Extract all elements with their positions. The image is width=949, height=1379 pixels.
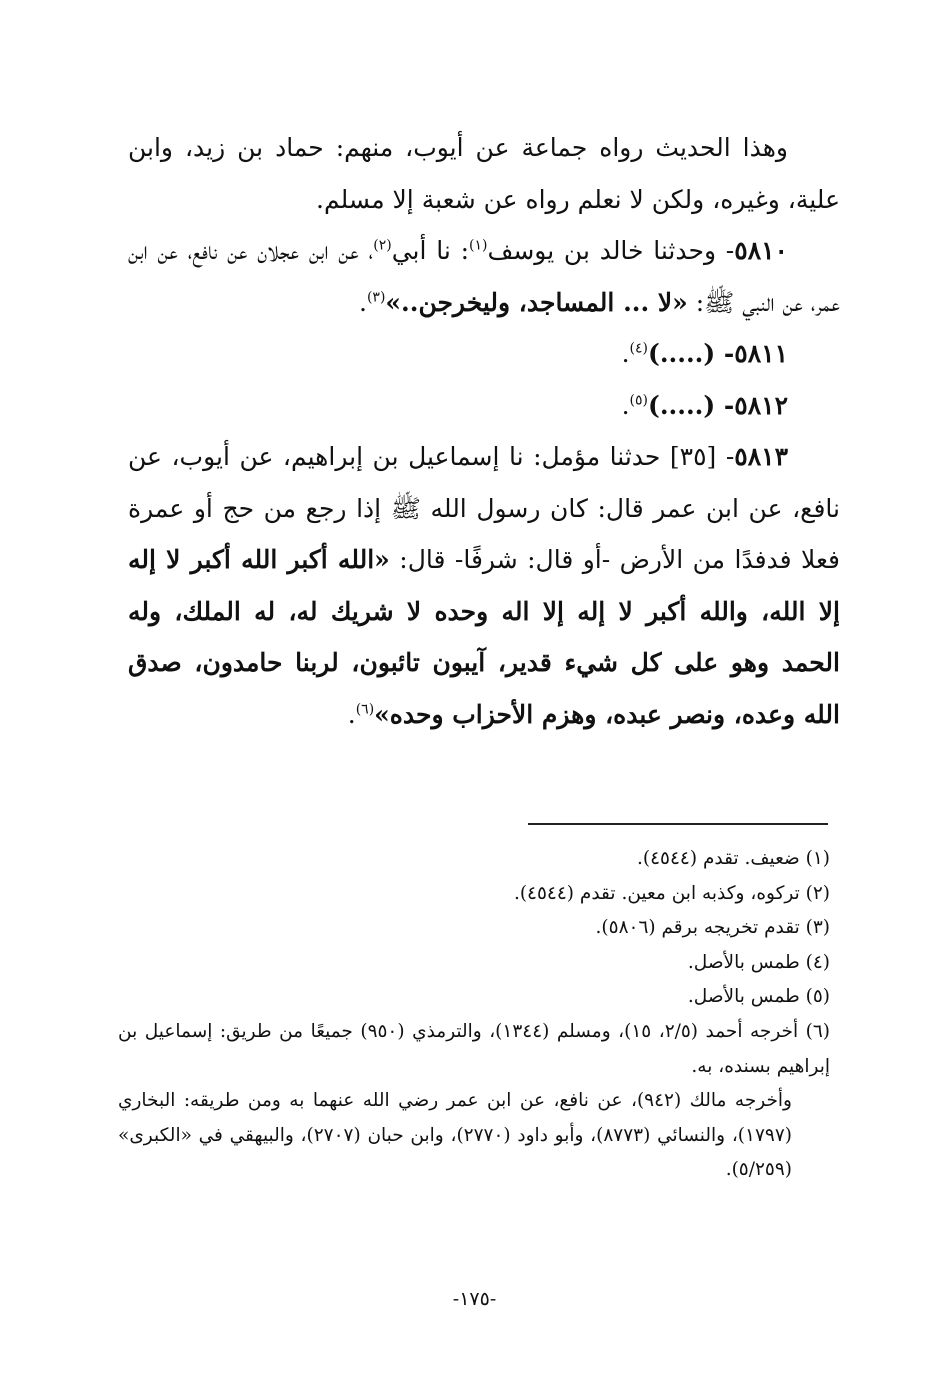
hadith-5811 — [128, 328, 840, 380]
hadith-5810-text-c: ، عن ابن عجلان عن نافع، عن ابن عمر، عن النبي ﷺ: — [128, 236, 840, 317]
footnote-3: (٣) تقدم تخريجه برقم (٥٨٠٦). — [595, 917, 830, 939]
hadith-5813-quote: «الله أكبر الله أكبر لا إله إلا الله، والله أكبر لا إله إلا اله وحده لا شريك له، له الملك، وله الحمد وهو على كل شيء قدير، آيبون تائبون، لربنا حامدون، صدق الله وعده، ونصر عبده، وهزم الأحزاب وحده» — [128, 545, 840, 729]
hadith-5810-text-b: : نا أبي — [391, 236, 469, 265]
footnote-ref-3: (٣) — [366, 289, 386, 306]
paragraph-intro — [128, 122, 840, 225]
hadith-number-5810: ٥٨١٠ — [734, 236, 788, 265]
hadith-5813 — [128, 431, 840, 740]
hadith-5810-end: . — [358, 287, 367, 317]
footnote-4: (٤) طمس بالأصل. — [687, 951, 830, 973]
footnote-6-continuation: وأخرجه مالك (٩٤٢)، عن نافع، عن ابن عمر رضي الله عنهما به ومن طريقه: البخاري (١٧٩٧)، والنسائي (٨٧٧٣)، وأبو داود (٢٧٧٠)، وابن حبان (٢٧٠٧)، والبيهقي في «الكبرى» (٥/٢٥٩). — [118, 1090, 792, 1181]
footnote-ref-5: (٥) — [629, 392, 649, 409]
hadith-number-5811: ٥٨١١ — [734, 339, 788, 368]
hadith-5812 — [128, 380, 840, 432]
hadith-5811-end: . — [621, 339, 630, 368]
footnote-1: (١) ضعيف. تقدم (٤٥٤٤). — [636, 848, 830, 869]
footnote-2: (٢) تركوه، وكذبه ابن معين. تقدم (٤٥٤٤). — [513, 882, 830, 904]
hadith-5813-text-a: - [٣٥] حدثنا مؤمل: نا إسماعيل بن إبراهيم، عن أيوب، عن نافع، عن ابن عمر قال: كان رسول الله ﷺ إذا رجع من حج أو عمرة فعلا فدفدًا من الأرض -أو قال: شرفًا- قال: — [128, 442, 840, 574]
hadith-5812-text: - (.....) — [648, 390, 735, 420]
footnote-ref-4: (٤) — [629, 340, 649, 357]
hadith-number-5812: ٥٨١٢ — [734, 390, 788, 420]
footnote-ref-6: (٦) — [355, 701, 375, 718]
hadith-5813-end: . — [347, 699, 356, 729]
footnotes — [118, 842, 830, 1188]
footnote-ref-2: (٢) — [373, 237, 392, 254]
hadith-5812-end: . — [621, 390, 630, 420]
hadith-5810-quote: «لا ... المساجد، وليخرجن..» — [385, 287, 688, 317]
hadith-number-5813: ٥٨١٣ — [734, 442, 788, 471]
footnote-5: (٥) طمس بالأصل. — [687, 986, 830, 1008]
hadith-5810-text-a: - وحدثنا خالد بن يوسف — [487, 236, 735, 265]
hadith-5811-text: - (.....) — [648, 339, 735, 368]
footnote-separator — [528, 823, 828, 825]
footnote-ref-1: (١) — [469, 237, 488, 254]
hadith-5810 — [128, 225, 840, 328]
page-number: -١٧٥- — [452, 1288, 497, 1310]
main-text — [128, 122, 840, 740]
paragraph-intro-text: وهذا الحديث رواه جماعة عن أيوب، منهم: حماد بن زيد، وابن علية، وغيره، ولكن لا نعلم رواه عن شعبة إلا مسلم. — [128, 133, 840, 214]
footnote-6: (٦) أخرجه أحمد (٢/٥، ١٥)، ومسلم (١٣٤٤)، والترمذي (٩٥٠) جميعًا من طريق: إسماعيل بن إبراهيم بسنده، به. — [118, 1020, 831, 1077]
